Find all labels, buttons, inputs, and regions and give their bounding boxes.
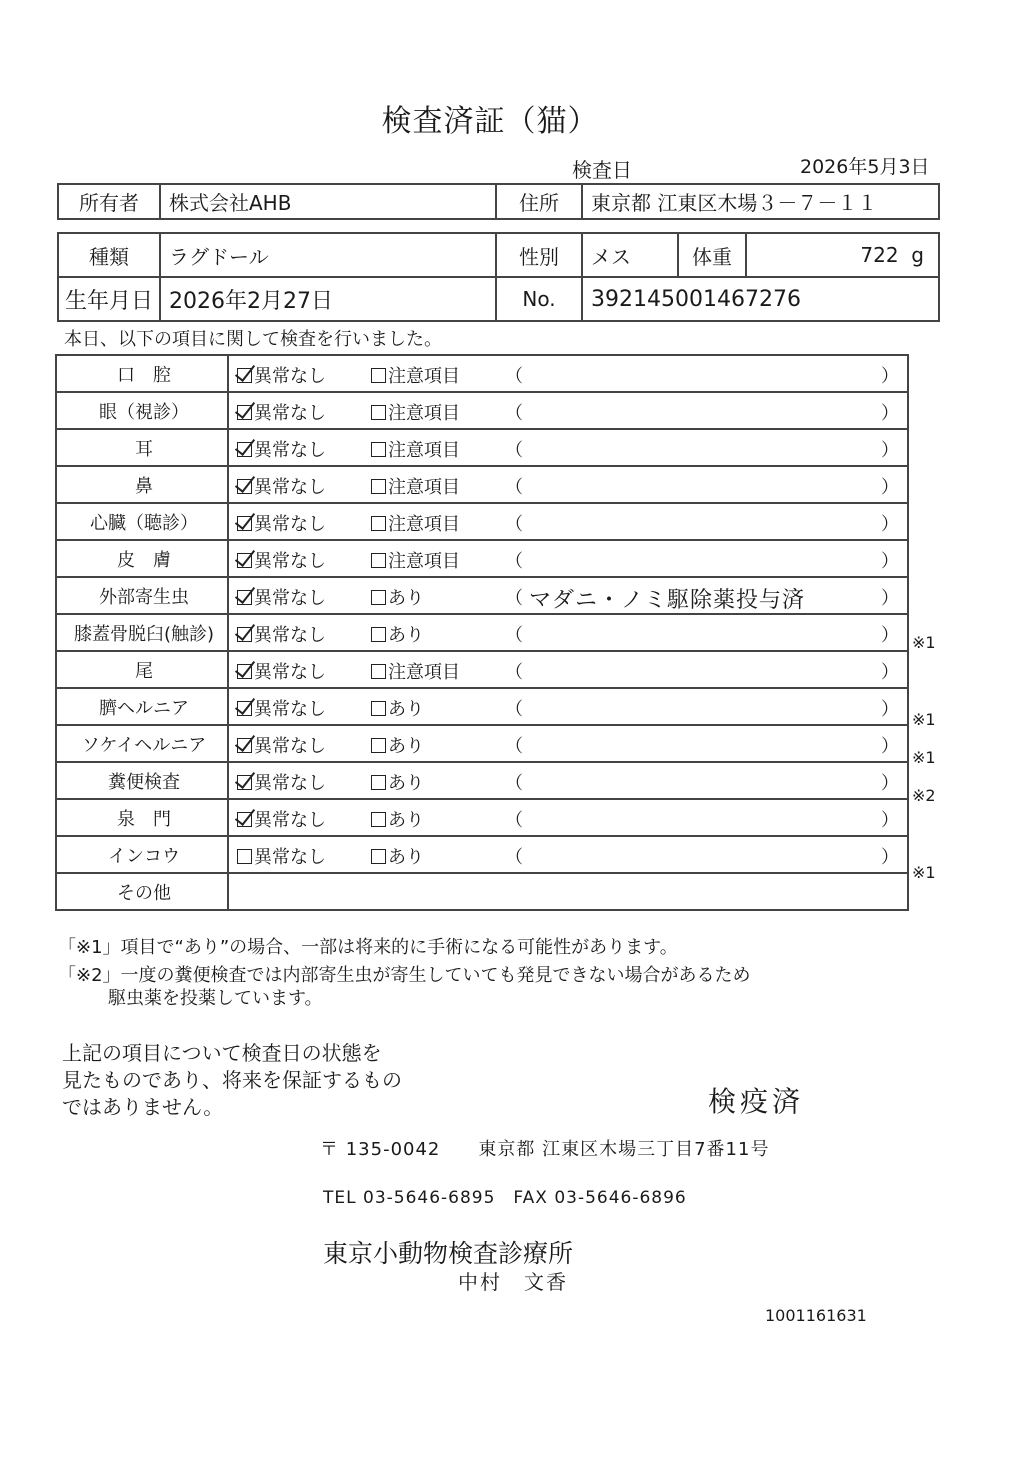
normal-label: 異常なし xyxy=(254,477,326,498)
paren-open: （ xyxy=(505,773,523,794)
item-result xyxy=(228,355,908,392)
item-name-text: 鼻 xyxy=(135,475,153,497)
item-name xyxy=(56,466,228,503)
paren-open: （ xyxy=(505,477,523,498)
paren-close: ） xyxy=(881,736,899,757)
option-label: あり xyxy=(388,699,424,720)
checkbox-icon xyxy=(237,405,252,420)
weight-unit: g xyxy=(911,243,924,267)
checkbox-icon xyxy=(237,479,252,494)
clinic-address: 〒 135-0042 東京都 江東区木場三丁目7番11号 xyxy=(320,1139,770,1160)
inspection-items-table xyxy=(55,354,909,911)
footnote-2: 「※2」一度の糞便検査では内部寄生虫が寄生していても発見できない場合があるため xyxy=(58,965,751,986)
footnote-mark: ※1 xyxy=(912,709,936,729)
paren-close: ） xyxy=(881,588,899,609)
normal-checkbox[interactable] xyxy=(237,621,326,647)
item-result xyxy=(228,688,908,725)
checkbox-icon xyxy=(237,553,252,568)
item-name-text: 臍ヘルニア xyxy=(99,697,189,719)
other-value[interactable] xyxy=(228,873,908,910)
weight-label: 体重 xyxy=(678,233,746,277)
paren-open: （ xyxy=(505,440,523,461)
item-name xyxy=(56,799,228,836)
item-note: マダニ・ノミ駆除薬投与済 xyxy=(529,588,806,613)
paren-close: ） xyxy=(881,773,899,794)
checkbox-icon xyxy=(237,664,252,679)
footnote-1: 「※1」項目で“あり”の場合、一部は将来的に手術になる可能性があります。 xyxy=(58,937,678,958)
option-label: 注意項目 xyxy=(388,551,460,572)
paren-close: ） xyxy=(881,440,899,461)
table-row xyxy=(56,540,908,577)
animal-table xyxy=(57,232,940,322)
address-value: 東京都 江東区木場３－７－１１ xyxy=(582,184,939,219)
checkbox-icon xyxy=(237,516,252,531)
item-result xyxy=(228,429,908,466)
option-checkbox[interactable] xyxy=(371,436,460,462)
paren-close: ） xyxy=(881,366,899,387)
normal-label: 異常なし xyxy=(254,588,326,609)
footnote-mark: ※1 xyxy=(912,632,936,652)
checkbox-icon xyxy=(371,442,386,457)
checkbox-icon xyxy=(371,664,386,679)
option-label: 注意項目 xyxy=(388,662,460,683)
footnote-mark: ※2 xyxy=(912,786,936,806)
inspection-date-label: 検査日 xyxy=(572,158,632,182)
checkbox-icon xyxy=(237,775,252,790)
disclaimer-line: ではありません。 xyxy=(62,1095,224,1119)
owner-label: 所有者 xyxy=(58,184,160,219)
paren-close: ） xyxy=(881,477,899,498)
item-name xyxy=(56,836,228,873)
normal-label: 異常なし xyxy=(254,403,326,424)
checkbox-icon xyxy=(237,738,252,753)
table-row xyxy=(56,836,908,873)
option-checkbox[interactable] xyxy=(371,362,460,388)
address-label: 住所 xyxy=(496,184,582,219)
table-row xyxy=(56,429,908,466)
checkbox-icon xyxy=(237,812,252,827)
item-name-text: 糞便検査 xyxy=(108,771,180,793)
paren-open: （ xyxy=(505,847,523,868)
clinic-phone: TEL 03-5646-6895 FAX 03-5646-6896 xyxy=(323,1188,687,1208)
normal-checkbox[interactable] xyxy=(237,695,326,721)
owner-table xyxy=(57,183,940,220)
table-row xyxy=(56,651,908,688)
item-name xyxy=(56,577,228,614)
checkbox-icon xyxy=(371,405,386,420)
paren-open: （ xyxy=(505,588,523,609)
table-row xyxy=(56,725,908,762)
birth-label: 生年月日 xyxy=(58,277,160,321)
paren-open: （ xyxy=(505,366,523,387)
microchip-number: 392145001467276 xyxy=(582,277,939,321)
normal-checkbox[interactable] xyxy=(237,510,326,536)
checkbox-icon xyxy=(371,368,386,383)
option-label: あり xyxy=(388,810,424,831)
checkbox-icon xyxy=(237,590,252,605)
item-name-text: 耳 xyxy=(135,438,153,460)
checkbox-icon xyxy=(371,775,386,790)
quarantine-stamp: 検疫済 xyxy=(708,1085,805,1118)
normal-label: 異常なし xyxy=(254,773,326,794)
paren-close: ） xyxy=(881,847,899,868)
item-name-text: 口 腔 xyxy=(117,364,171,386)
item-name-text: 皮 膚 xyxy=(117,549,171,571)
option-checkbox[interactable] xyxy=(371,843,424,869)
table-row-other xyxy=(56,873,908,910)
item-name-text: 心臓（聴診） xyxy=(90,512,198,534)
normal-label: 異常なし xyxy=(254,662,326,683)
item-name xyxy=(56,540,228,577)
item-result xyxy=(228,799,908,836)
option-label: あり xyxy=(388,588,424,609)
item-name-text: 泉 門 xyxy=(117,808,171,830)
item-name xyxy=(56,392,228,429)
table-row xyxy=(56,392,908,429)
item-name-text: 尾 xyxy=(135,660,153,682)
option-label: あり xyxy=(388,625,424,646)
normal-checkbox[interactable] xyxy=(237,473,326,499)
checkbox-icon xyxy=(371,812,386,827)
item-result xyxy=(228,503,908,540)
normal-checkbox[interactable] xyxy=(237,362,326,388)
table-row xyxy=(56,466,908,503)
normal-checkbox[interactable] xyxy=(237,732,326,758)
table-row xyxy=(56,762,908,799)
footnote-mark: ※1 xyxy=(912,748,936,767)
option-label: あり xyxy=(388,736,424,757)
option-label: 注意項目 xyxy=(388,440,460,461)
checkbox-icon xyxy=(371,590,386,605)
veterinarian-name: 中村 文香 xyxy=(458,1270,568,1294)
item-result xyxy=(228,725,908,762)
option-checkbox[interactable] xyxy=(371,473,460,499)
intro-text: 本日、以下の項目に関して検査を行いました。 xyxy=(64,329,442,350)
item-result xyxy=(228,614,908,651)
paren-open: （ xyxy=(505,699,523,720)
checkbox-icon xyxy=(237,627,252,642)
option-checkbox[interactable] xyxy=(371,695,424,721)
item-name-text: ソケイヘルニア xyxy=(81,734,207,756)
checkbox-icon xyxy=(237,701,252,716)
paren-open: （ xyxy=(505,736,523,757)
owner-value: 株式会社AHB xyxy=(160,184,496,219)
option-label: 注意項目 xyxy=(388,514,460,535)
option-checkbox[interactable] xyxy=(371,584,424,610)
option-checkbox[interactable] xyxy=(371,547,460,573)
paren-close: ） xyxy=(881,551,899,572)
checkbox-icon xyxy=(371,516,386,531)
item-result xyxy=(228,651,908,688)
option-label: 注意項目 xyxy=(388,403,460,424)
table-row xyxy=(56,503,908,540)
item-name xyxy=(56,688,228,725)
paren-open: （ xyxy=(505,810,523,831)
table-row xyxy=(56,577,908,614)
item-result xyxy=(228,836,908,873)
paren-open: （ xyxy=(505,514,523,535)
normal-checkbox[interactable] xyxy=(237,769,326,795)
item-name xyxy=(56,355,228,392)
option-checkbox[interactable] xyxy=(371,510,460,536)
normal-label: 異常なし xyxy=(254,514,326,535)
normal-label: 異常なし xyxy=(254,551,326,572)
item-result xyxy=(228,577,908,614)
normal-checkbox[interactable] xyxy=(237,658,326,684)
option-checkbox[interactable] xyxy=(371,732,424,758)
normal-checkbox[interactable] xyxy=(237,547,326,573)
clinic-name: 東京小動物検査診療所 xyxy=(323,1239,574,1268)
sex-value: メス xyxy=(582,233,678,277)
checkbox-icon xyxy=(371,553,386,568)
checkbox-icon xyxy=(371,479,386,494)
paren-open: （ xyxy=(505,403,523,424)
footnote-2-cont: 駆虫薬を投薬しています。 xyxy=(108,988,323,1009)
checkbox-icon xyxy=(371,849,386,864)
normal-label: 異常なし xyxy=(254,440,326,461)
normal-label: 異常なし xyxy=(254,736,326,757)
normal-checkbox[interactable] xyxy=(237,806,326,832)
item-name xyxy=(56,725,228,762)
option-checkbox[interactable] xyxy=(371,769,424,795)
item-result xyxy=(228,540,908,577)
footnote-mark: ※1 xyxy=(912,863,936,883)
option-checkbox[interactable] xyxy=(371,399,460,425)
checkbox-icon xyxy=(237,368,252,383)
item-name xyxy=(56,503,228,540)
paren-close: ） xyxy=(881,699,899,720)
table-row xyxy=(56,688,908,725)
option-checkbox[interactable] xyxy=(371,621,424,647)
option-label: 注意項目 xyxy=(388,477,460,498)
checkbox-icon xyxy=(371,738,386,753)
breed-label: 種類 xyxy=(58,233,160,277)
option-checkbox[interactable] xyxy=(371,806,424,832)
option-label: あり xyxy=(388,773,424,794)
item-result xyxy=(228,392,908,429)
item-name-text: 外部寄生虫 xyxy=(99,586,189,608)
item-name xyxy=(56,762,228,799)
normal-checkbox[interactable] xyxy=(237,399,326,425)
option-label: 注意項目 xyxy=(388,366,460,387)
inspection-date: 2026年5月3日 xyxy=(800,156,930,178)
disclaimer xyxy=(62,1040,402,1121)
disclaimer-line: 上記の項目について検査日の状態を xyxy=(62,1041,382,1065)
paren-close: ） xyxy=(881,810,899,831)
other-label-text: その他 xyxy=(117,882,171,904)
item-name xyxy=(56,429,228,466)
item-name-text: 膝蓋骨脱臼(触診) xyxy=(73,623,215,645)
paren-close: ） xyxy=(881,662,899,683)
option-label: あり xyxy=(388,847,424,868)
option-checkbox[interactable] xyxy=(371,658,460,684)
normal-label: 異常なし xyxy=(254,699,326,720)
normal-checkbox[interactable] xyxy=(237,584,326,610)
birth-value: 2026年2月27日 xyxy=(160,277,496,321)
normal-label: 異常なし xyxy=(254,366,326,387)
item-result xyxy=(228,762,908,799)
sex-label: 性別 xyxy=(496,233,582,277)
normal-label: 異常なし xyxy=(254,847,326,868)
paren-open: （ xyxy=(505,551,523,572)
checkbox-icon xyxy=(237,442,252,457)
document-code: 1001161631 xyxy=(765,1306,867,1325)
table-row xyxy=(56,614,908,651)
paren-open: （ xyxy=(505,662,523,683)
breed-value: ラグドール xyxy=(160,233,496,277)
normal-checkbox[interactable] xyxy=(237,843,326,869)
item-name xyxy=(56,651,228,688)
document-title: 検査済証（猫） xyxy=(381,104,599,139)
disclaimer-line: 見たものであり、将来を保証するもの xyxy=(62,1068,402,1092)
checkbox-icon xyxy=(371,701,386,716)
normal-checkbox[interactable] xyxy=(237,436,326,462)
item-result xyxy=(228,466,908,503)
normal-label: 異常なし xyxy=(254,625,326,646)
normal-label: 異常なし xyxy=(254,810,326,831)
checkbox-icon xyxy=(371,627,386,642)
weight-value xyxy=(746,233,939,277)
paren-close: ） xyxy=(881,514,899,535)
item-name-text: インコウ xyxy=(108,845,180,867)
paren-open: （ xyxy=(505,625,523,646)
item-name-text: 眼（視診） xyxy=(99,401,189,423)
paren-close: ） xyxy=(881,625,899,646)
paren-close: ） xyxy=(881,403,899,424)
table-row xyxy=(56,355,908,392)
item-name xyxy=(56,614,228,651)
checkbox-icon xyxy=(237,849,252,864)
table-row xyxy=(56,799,908,836)
no-label: No. xyxy=(496,277,582,321)
other-label xyxy=(56,873,228,910)
weight-number: 722 xyxy=(860,243,899,267)
